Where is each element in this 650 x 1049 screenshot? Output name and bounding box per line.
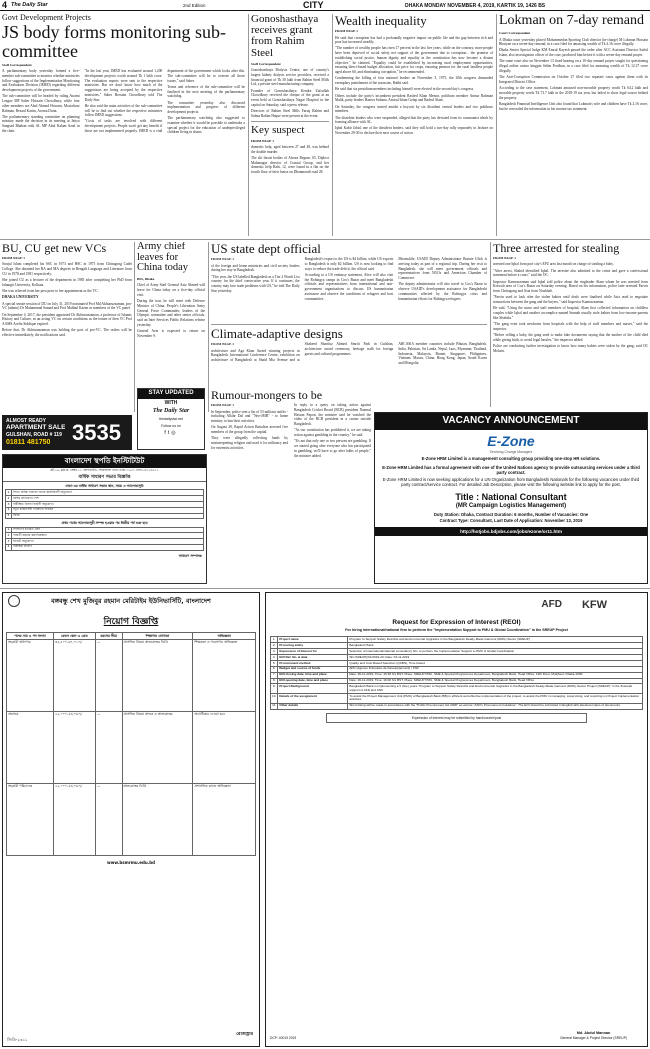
agenda-item: নিরীক্ষক নিয়োগ	[12, 544, 204, 550]
paragraph: The same court also on November 13 fixed hearing on a 10-day remand prayer sought for questioning illegal online casino kingpin Selim Prodhan, in a case filed for amassing wealth of Tk 12.27 crore illegally.	[499, 59, 648, 73]
table-cell-age: —	[95, 639, 122, 711]
maritime-university-ad	[2, 592, 260, 1047]
paragraph: The dissident leaders who were suspended, alleged that the party has deviated from its communist ideals by forming alliance with AL.	[335, 115, 493, 125]
paragraph: The parliamentary standing committee on planning ministry made the decision in its meeting at Jatiya Sangsad Bhaban with AL MP Abul Kalam Azad in the chair.	[2, 114, 80, 133]
paragraph: Police are conducting further investigation to know how many babies were stolen by the gang, said OC Mohsin.	[493, 344, 648, 353]
row-divider	[0, 588, 650, 589]
agenda-table	[5, 527, 204, 551]
agenda-number: 1	[6, 490, 12, 496]
agenda-heading: ঢাকা-এর বার্ষিক সাধারণ সভার স্থান, সময় ও আলোচ্যসূচি	[65, 484, 144, 489]
paragraph: "Before selling a baby, the gang used to make fake documents saying that the mother of the child died while giving birth, to avoid legal hassles," the inspector added.	[493, 333, 648, 342]
paragraph: Inspector Kamruzzaman said Iqbal told police about the ringleader Alam whom he was arrested from Kotwali area of Cox's Bazar on Saturday evening. Based on his information, police later arrested Parvin from Chittagong and Asia from Noakhali.	[493, 279, 648, 294]
eoi-ad	[265, 592, 648, 1047]
army-chief-article	[137, 242, 205, 412]
paragraph: Before that, Dr Akhtaruzzaman was holding the post of pro-VC. The orders will be effective immediately, the notifications said.	[2, 328, 132, 338]
climate-article	[211, 327, 487, 387]
byline: Court Correspondent	[499, 31, 531, 36]
table-cell-value: Date: 26-11-2019, Time: 15:30 hrs BST, Place: SREUP PMU, SME & Special Programmes Department, Bangladesh Bank, Head Office, 19th Floor, Motijheel, Dhaka-1000	[348, 672, 643, 678]
column-divider	[208, 242, 209, 412]
paragraph: She was relieved from her post prior to her appointment as the VC.	[2, 289, 99, 294]
paragraph: "As our constitution has prohibited it, we are taking action against gambling in the country," he said.	[294, 428, 371, 438]
column-divider	[134, 242, 135, 412]
ezone-logo-sub: Servicing Change Managers	[489, 450, 533, 454]
university-logo-icon	[8, 595, 20, 607]
date-line: DHAKA MONDAY NOVEMBER 4, 2019, KARTIK 19, 1426 BS	[405, 3, 546, 9]
agenda-number: 2	[6, 533, 12, 539]
table-cell-value: Short listing will be made in accordance with the "Public Procurement Act 2006" as well as "AFD's Procurement Guideline". The EOI should be submitted in English with attested copies of documents.	[348, 703, 643, 709]
column-divider	[496, 14, 497, 236]
ad-url: thedailystar.net	[159, 417, 183, 422]
rumour-article	[211, 389, 371, 521]
ad-line: WITH	[164, 399, 178, 406]
ad-paper: The Daily Star	[152, 407, 190, 414]
agenda-number: 3	[6, 501, 12, 507]
article-body	[211, 403, 371, 518]
table-cell-value: AFD (Agence Française de Développement) / KfW	[348, 666, 643, 672]
row-number: 1.	[271, 637, 278, 643]
table-cell-age: —	[95, 783, 122, 855]
vacancy-title: Title : National Consultant	[455, 491, 567, 502]
eoi-table	[270, 636, 643, 709]
ad-number: 3535	[72, 420, 121, 445]
table-row	[7, 783, 256, 855]
article-body	[251, 68, 329, 118]
table-header-cell: শিক্ষাগত যোগ্যতা	[122, 633, 193, 639]
table-cell-value: Bangladesh Bank is implementing a 5 (five) years "Program to Support Safety Retrofits and Environmental Upgrades in the Bangladesh Ready-Made Garment (RMG) Sector Project (SREUP)" in the financial support of AFD and KfW.	[348, 684, 643, 694]
ad-footer-left: জিডি-২৩১১	[7, 1037, 28, 1042]
article-headline: JS body forms monitoring sub-committee	[2, 22, 227, 61]
paragraph: They were allegedly collecting funds by misinterpreting religion and used it for militancy and for extremist activities.	[211, 436, 288, 450]
article-body	[211, 257, 487, 319]
subheading: DHAKA UNIVERSITY	[2, 295, 39, 300]
table-cell-key: Budget and source of funds	[278, 666, 348, 672]
from-page-label: FROM PAGE 1	[211, 257, 234, 262]
table-cell-exp: প্রশাসনিক কাজে অভিজ্ঞতা	[193, 783, 256, 855]
paragraph: Condemning the killing of four national leaders on November 3, 1975, the 10th congress demanded exemplary punishment of the assassins, Rabbi said.	[335, 76, 493, 86]
agenda-item: সদস্যদের মতামত গ্রহণ	[12, 527, 204, 533]
ezone-logo: E-Zone	[487, 432, 535, 449]
table-cell-key: Procurement method	[278, 660, 348, 666]
paragraph: Chief of Army Staff General Aziz Ahmed will leave for China today on a five-day official visit.	[137, 283, 205, 297]
byline: BSS, Dhaka	[137, 277, 155, 282]
row-number: 2.	[271, 643, 278, 649]
from-page-label: FROM PAGE 1	[2, 256, 25, 261]
table-row	[271, 694, 643, 704]
paragraph: Founder of Gonoshasthaya Kendra Zafrullah Chowdhury received the cheque of the grant at an event held at Gonoshasthaya Nagar Hospital in the capital on Saturday, said a press release.	[251, 88, 329, 107]
table-cell-exp: অগ্রাধিকার দেওয়া হবে	[193, 711, 256, 783]
lokman-article	[499, 14, 648, 236]
paragraph: "After arrest, Shahid identified Iqbal. The arrestee also admitted to the crime and gave a confessional statement before a court," said the OC.	[493, 268, 648, 278]
paragraph: A parliamentary body yesterday formed a five-member sub-committee to monitor whether ministries follow suggestions of the Implementation Monitoring and Evaluation Division (IMED) regarding different development projects of the government.	[2, 69, 80, 93]
article-headline: BU, CU get new VCs	[2, 242, 107, 255]
signature-title: General Manager & Project Director (SREUP)	[560, 1035, 627, 1040]
row-number: 4.	[271, 655, 278, 661]
paragraph: On August 28, Rapid Action Battalion arrested five members of the group from the capital.	[211, 425, 288, 435]
table-cell-value: To assist the Project Management Unit (PMU) of Bangladesh Bank (BB) in efficient and effective implementation of the project, to assist the PMU in managing, supervising, and reporting on Project Implementation activities.	[348, 694, 643, 704]
article-headline: US state dept official	[211, 242, 321, 256]
three-arrested-article	[493, 242, 648, 407]
paragraph: He said that corruption has had a profoundly negative impact on public life and the gap between rich and poor has increased steadily.	[335, 35, 493, 45]
ad-signature: সাধারণ সম্পাদক	[178, 553, 202, 558]
from-page-label: FROM PAGE 1	[251, 138, 274, 143]
row-number: 3.	[271, 649, 278, 655]
facebook-icon[interactable]: f	[164, 430, 168, 436]
paragraph: He said, "Using the nurse and staff members of hospital, Alam first collected information on childless couples while Iqbal and another accomplice named Sunnah usually stole babies from low-income parents like Shahida."	[493, 306, 648, 320]
edition-label: 2nd Edition	[183, 3, 206, 8]
table-cell-key: Expression of Interest for	[278, 649, 348, 655]
row-number: 6.	[271, 666, 278, 672]
agenda-row	[6, 513, 204, 519]
paragraph: The sub-committee will be headed by ruling Awami League MP Saber Hossain Chowdhury, while four other members are Abul Ahmed Hossain, Mostafizur Rahman, Rezaul Karim, Aroma Dutta.	[2, 94, 80, 113]
article-headline: Army chief leaves for China today	[137, 242, 189, 274]
paragraph: The parliamentary watchdog also suggested to examine whether it would be possible to undertake a special project for the education of underprivileged children living in slums.	[167, 116, 245, 135]
article-headline: Rumour-mongers to be	[211, 389, 323, 402]
row-number: 10.	[271, 694, 278, 704]
article-headline: Three arrested for stealing	[493, 242, 620, 255]
agenda-heading: প্রথম পর্বের আলোচ্যসূচী সম্পন্ন হওয়ার পর দ্বিতীয় পর্ব শুরু হবে	[61, 521, 148, 526]
paragraph: He said that six presidium members including himself were elected in the second day's congress.	[335, 87, 475, 92]
table-cell-value: Bangladesh Bank	[348, 643, 643, 649]
table-cell-scale: ২২,০০০-৫৩,০৬০/-	[53, 783, 95, 855]
paragraph: Sirajul Islam completed his SSC in 1973 and HSC in 1975 from Chittagong Cadet College. She obtained her BA and MA degrees in Bengali Language and Literature from CU in 1978 and 1981 respectively.	[2, 262, 132, 276]
table-row	[271, 703, 643, 709]
table-row	[7, 639, 256, 711]
section-label: Govt Development Projects	[2, 14, 91, 22]
byline: Staff Correspondent	[251, 61, 281, 66]
agenda-item: নিরীক্ষিত হিসাব বিবরণী অনুমোদন	[12, 501, 204, 507]
article-headline: Gonoshasthaya receives grant from Rahim Steel	[251, 14, 319, 59]
paragraph: Meanwhile, USAID Deputy Administrator Bonnie Glick is arriving today as part of a regional trip. During her visit to Bangladesh, she will meet government officials and representatives from NGOs and American Chamber of Commerce.	[398, 257, 487, 281]
paragraph: "The number of wealthy people has risen 17 percent in the last five years, while on the contrary, more people have been deprived of social safety net support of the government due to corruption... the promise of establishing social justice, human dignity and equality in the constitution has now become a distant objective," he claimed. "Equality could be established by increasing rural employment opportunities, ensuring direct-based budget allocation, fair price for crops, ensuring pension for the rural landless people aged above 60, and eliminating corruption," he recommended.	[335, 46, 493, 75]
paragraph: She joined CU as a lecturer of the department in 1985 after completing her PhD from Jahangir University, Kolkata.	[2, 278, 132, 287]
table-cell-key: EOI closing date, time and place	[278, 672, 348, 678]
from-page-label: FROM PAGE 1	[211, 342, 234, 347]
paragraph: architecture and Aga Khan Award winning projects in Bangladesh. International Conference Centre, exhibition on architecture of Bangladesh at Shaid Mia Avenue and at Shaheed Sharifuz Ahmed Smriti Park in Gulshan, architecture award ceremony, heritage walk for foreign guests and cultural programmes.	[211, 342, 394, 363]
column-divider	[248, 14, 249, 236]
ad-footer-right: রেজিস্ট্রার	[236, 1032, 253, 1038]
agenda-item: বিবিধ	[12, 513, 204, 519]
agenda-number: 3	[6, 539, 12, 545]
section-divider	[211, 324, 487, 325]
vacancy-para: E-Zone HRM Limited is now seeking applications for a UN Organization from Bangladeshi Nationals for the following vacancies under third party contract/service contract. For detailed Job Description, please visit the following website link to apply for the post.	[382, 477, 640, 488]
table-row	[271, 684, 643, 694]
paragraph: Others include the party's incumbent president Rashed Khan Menon, politburo member Anisur Rahman Malik, party leaders Hazera Sultana, Amirul Islam Golap and Badrul Alam.	[335, 93, 493, 103]
paragraph: The slit throat bodies of Afroza Begum, 65, Diplovi Mahanagar director of Coastal Group, and her domestic help Rahi, 12, were found in a flat on the fourth floor of their house on Dhanmondi road 28.	[251, 155, 329, 175]
table-cell-key: Details of the assignment	[278, 694, 348, 704]
from-page-label: FROM PAGE 1	[493, 256, 516, 261]
paragraph: "In the last year, IMED has evaluated around 1,200 development projects worth around Tk 1 lakh crore. The evaluation reports were sent to the respective ministries. But we don't know how much of the suggestions are being accepted by the respective ministries," Saber Hossain Chowdhury told The Daily Star.	[84, 69, 163, 102]
paragraph: Iqbal Kabir Jahid, one of the dissident leaders, said they will hold a two-day rally separately in Jashore on November 29-30 to declare their next course of action.	[335, 126, 493, 136]
paper-name: The Daily Star	[11, 2, 48, 8]
wealth-article	[335, 14, 493, 236]
paragraph: General Aziz is expected to return on November 9.	[137, 328, 205, 338]
table-cell-scale: ৩৫,৫০০-৬৭,০১০/-	[53, 639, 95, 711]
paragraph: He also said the main activities of the sub-committee will be to find out whether the respective ministries follow IMED suggestions.	[84, 103, 163, 118]
paragraph: "It's not that only one or two persons are gambling. If we started going after everyone who has participated in gambling, we'll have to go after lakhs of people," the minister added.	[294, 439, 371, 458]
paragraph: Terms and reference of the sub-committee will be finalised in the next meeting of the parliamentary watchdog.	[167, 84, 245, 99]
agenda-number: 4	[6, 507, 12, 513]
table-cell-key: Project Background	[278, 684, 348, 694]
eoi-note: Expression of interest may be submitted by hand/courier/post	[326, 713, 587, 723]
section-divider	[251, 121, 329, 122]
table-cell-value: Quality and Cost Based Selection (QCBS), Time based	[348, 660, 643, 666]
afd-logo: AFD	[541, 599, 562, 610]
table-cell-value: Program to Support Safety Retrofits and Environmental Upgrades in the Bangladesh Ready-Made Garment (RMG) Sector (SREUP)	[348, 637, 643, 643]
twitter-icon[interactable]: t	[167, 430, 172, 436]
ad-line: APARTMENT SALE	[6, 424, 66, 431]
paragraph: "The gang even took newborns from hospitals with the help of staff members and nurses," said the inspector.	[493, 322, 648, 331]
table-cell-key: EOI opening date, time and place	[278, 678, 348, 684]
paragraph: The deputy administrator will also travel to Cox's Bazar to observe USAID's development assistance for Bangladeshi communities affected by the Rohingya crisis and humanitarian efforts for Rohingya refugees.	[398, 282, 487, 301]
paragraph: In September, police sent a list of 53 militant outfits - including Allahr Dal and "Neo-JMB" - to home ministry to ban their activities.	[211, 409, 288, 424]
eoi-title: Request for Expression of Interest (REOI)	[392, 618, 521, 626]
ad-line: STAY UPDATED	[138, 389, 204, 399]
table-cell-post: সহকারী অধ্যাপক	[7, 639, 54, 711]
table-cell-edu: প্রাসঙ্গিক বিষয়ে স্নাতক ও স্নাতকোত্তর	[122, 711, 193, 783]
row-number: 5.	[271, 660, 278, 666]
article-headline: Climate-adaptive designs	[211, 327, 343, 341]
row-number: 7.	[271, 672, 278, 678]
paragraph: Bangladesh's export to the US is $4 billion, while US exports to Bangladesh is only $2 billion. US is now looking to find ways to reduce the trade deficit, the official said.	[304, 257, 394, 271]
recruitment-table	[6, 632, 256, 855]
paragraph: The committee yesterday also discussed implementation and progress of different development projects.	[167, 100, 245, 114]
row-number: 9.	[271, 684, 278, 694]
vacancy-para: E-Zone HRM Limited has a formal agreement with one of the United Nations agency to provide outsourcing services under a third party contract.	[382, 464, 640, 475]
section-title: CITY	[303, 0, 324, 10]
ad-website[interactable]: www.bsmrmu.edu.bd	[107, 859, 155, 865]
agenda-item: বিগত বার্ষিক সাধারণ সভার কার্যবিবরণী অনুমোদন	[12, 490, 204, 496]
article-headline: Wealth inequality	[335, 14, 427, 28]
article-body	[493, 262, 648, 353]
paragraph: "This year, the US labelled Bangladesh as a Tier 2 Watch List country for the third consecutive year. If it continues, the country may face trade problems with US," he told The Daily Star yesterday.	[211, 274, 300, 293]
article-body	[251, 145, 329, 175]
paragraph: A Dhaka court yesterday placed Mohammedan Sporting Club director (in-charge) M Lokman Hossain Bhuiyan on a seven-day remand, in a case filed for amassing wealth of Tk 4.16 crore illegally.	[499, 37, 648, 47]
agenda-item: নতুন কার্যনির্বাহী পরিষদের নির্বাচন	[12, 507, 204, 513]
table-cell-edu: স্নাতকোত্তর ডিগ্রি	[122, 783, 193, 855]
apartment-sale-ad[interactable]	[2, 415, 132, 450]
agenda-item: পরবর্তী বছরের কর্মপরিকল্পনা	[12, 533, 204, 539]
paragraph: Bangladesh Financial Intelligence Unit also found that Lokman's wife and children have Tk 2.16 crore, but he concealed the information in his income tax statement.	[499, 101, 648, 111]
eoi-footer-left: DCP: 40019 2019	[270, 1035, 297, 1040]
table-cell-key: Project name	[278, 637, 348, 643]
ad-title: বাংলাদেশ স্থপতি ইনস্টিটিউট	[3, 455, 206, 468]
ad-heading: নিয়োগ বিজ্ঞপ্তি	[103, 617, 159, 628]
vacancy-type: Contract Type: Consultant, Last Date of Application: November 13, 2019	[439, 517, 583, 523]
bu-cu-article	[2, 242, 132, 412]
agenda-item: বাজেট অনুমোদন	[12, 539, 204, 545]
paragraph: "Parvin used to look after the stolen babies until deals were finalised while Asia used to negotiate transactions between the gang and the buyers," said Inspector Kamruzzaman.	[493, 295, 648, 305]
row-number: 11.	[272, 703, 277, 708]
table-cell-key: EOI Ref. No. & date	[278, 655, 348, 661]
eoi-signature	[560, 1031, 627, 1040]
table-header-cell: পদের নাম ও পদ সংখ্যা	[7, 633, 54, 639]
architects-institute-ad	[2, 454, 207, 584]
vacancy-subtitle: (MR Campaign Logistics Management)	[455, 502, 567, 509]
paragraph: The Anti-Corruption Commission on October 27 filed two separate cases against them with its Integrated District Office.	[499, 75, 648, 84]
table-header-cell: বেতন স্কেল ও গ্রেড	[53, 633, 95, 639]
paragraph: domestic help, aged between 27 and 28, was behind the double murder.	[251, 144, 329, 154]
column-divider	[490, 242, 491, 407]
table-cell-exp: শিক্ষকতা ও গবেষণায় অভিজ্ঞতা	[193, 639, 256, 711]
signature-name: Md. Abdul Mannan	[576, 1031, 611, 1036]
table-cell-post: প্রভাষক	[7, 711, 54, 783]
article-headline: Key suspect	[251, 124, 305, 137]
table-cell-value: SD (SREUP)/01/2019-20; Date: 03-11-2019	[348, 655, 643, 661]
table-cell-post: সহকারী পরিচালক	[7, 783, 54, 855]
gonoshasthaya-article	[251, 14, 329, 236]
article-headline: Lokman on 7-day remand	[499, 14, 645, 28]
paragraph: Dhaka Senior Special Judge KM Emrul Kayesh passed the order after ACC Assistant Director Saiful Islam, also investigation officer of the case, produced him before it with a seven-day remand prayer.	[499, 48, 648, 58]
ad-address: প্লট-১৯, ব্লক-ক, সেক্টর-১১, আগারগাঁও, শেরেবাংলা নগর, ঢাকা-১২০৭, ফোন-৫৮১৫৬২১১	[50, 467, 159, 472]
agenda-number: 4	[6, 544, 12, 550]
vacancy-link[interactable]: http://hotjobs.bdjobs.com/jobs/ezone/or11.htm	[375, 527, 647, 537]
ad-title: বঙ্গবন্ধু শেখ মুজিবুর রহমান মেরিটাইম ইউনিভার্সিটি, বাংলাদেশ	[51, 597, 211, 605]
vacancy-duty: Duty Station: Dhaka, Contract Duration: 6 months, Number of Vacancies: One	[433, 512, 589, 518]
article-body	[499, 38, 648, 112]
table-cell-age: —	[95, 711, 122, 783]
paragraph: According to the case statement, Lokman amassed non-movable property worth Tk 64.2 lakh and movable property worth Tk 73.7 lakh in the 2018-19 tax year, but failed to show legal source behind the property.	[499, 86, 648, 100]
agenda-number: 1	[6, 527, 12, 533]
agenda-number: 5	[6, 513, 12, 519]
column-divider	[332, 14, 333, 236]
agenda-number: 2	[6, 496, 12, 502]
table-cell-value: Selection of international/national consultancy firm to perform the Implementation Support to PMU & Global Coordination	[348, 649, 643, 655]
paragraph: On September 4, 2017, the president appointed Dr Akhtaruzzaman, a professor of Islamic History and Culture, as an acting VC on certain conditions as the tenure of then VC Prof AAMS Arefin Siddique expired.	[2, 312, 132, 327]
byline: Staff Correspondent	[2, 62, 32, 67]
eoi-subtitle: For hiring international/national firm to perform the "Implementation Support to PMU & Global Coordination" in the SREUP Project	[345, 627, 568, 632]
paragraph: ARCASIA member countries include Bhutan, Bangladesh, India, Pakistan, Sri Lanka, Nepal, Laos, Myanmar, Thailand, Indonesia, Malaysia, Brunei, Singapore, Philippines, Vietnam, Macau, China, Hong Kong, Japan, South Korea and Mongolia.	[398, 342, 487, 366]
paragraph: arrested one Iqbal from port city's EPZ area last month on charge of stealing a baby.	[493, 262, 614, 267]
article-body	[137, 283, 205, 338]
page-number: 4	[2, 0, 8, 10]
paragraph: On Saturday, the congress started amidst a boycott by six dissident central leaders and two politburo members.	[335, 104, 493, 114]
vacancy-ad	[374, 412, 648, 584]
paragraph: In reply to a query on taking action against Bangladesh Cricket Board (BCB) president Nazmul Hassan Papon, the minister said he watched the video of the BCB president in a casino outside Bangladesh.	[294, 403, 371, 427]
agenda-table	[5, 489, 204, 519]
paragraph: According to a US embassy statement, Alice will also visit the Rohingya camps in Cox's Bazar and meet Bangladeshi officials and representatives from international and non-government organisations to discuss US humanitarian assistance and observe the conditions of refugees and host communities.	[304, 272, 394, 301]
table-row	[7, 711, 256, 783]
row-number: 8.	[271, 678, 278, 684]
paragraph: During the tour, he will meet with Defence Minister of China, People's Liberation Army General Force Commander, leaders of the Olympic committee and other senior officials, said an Inter Services Public Relations release yesterday.	[137, 299, 205, 327]
masthead	[0, 0, 650, 11]
table-header-cell: বয়সের সীমা	[95, 633, 122, 639]
ad-subtitle: বার্ষিক সাধারণ সভার বিজ্ঞপ্তি	[3, 474, 206, 483]
table-cell-scale: ২২,০০০-৫৩,০৬০/-	[53, 711, 95, 783]
agenda-item: বার্ষিক প্রতিবেদন পেশ	[12, 496, 204, 502]
table-cell-key: Other details	[278, 703, 348, 709]
table-cell-edu: প্রাসঙ্গিক বিষয়ে স্নাতকোত্তর ডিগ্রি	[122, 639, 193, 711]
article-body	[2, 262, 132, 337]
from-page-label: FROM PAGE 1	[211, 403, 234, 408]
us-state-article	[211, 242, 487, 322]
stay-updated-ad[interactable]	[137, 388, 205, 450]
vacancy-tagline: E-Zone HRM Limited is a management consulting group providing one-stop HR solutions.	[421, 456, 601, 462]
agenda-row	[6, 544, 204, 550]
ad-line: ALMOST READY	[6, 418, 46, 424]
instagram-icon[interactable]: ◎	[171, 430, 178, 436]
ad-line: GULSHAN, ROAD # 119	[6, 432, 62, 438]
paragraph: Gonoshasthaya Dialysis Centre, one of country's largest kidney dialysis service providers, received a financial grant of Tk 50 lakh from Rahim Steel Mills Ltd, a private steel manufacturing company.	[251, 68, 329, 87]
kfw-logo: KFW	[581, 599, 607, 611]
article-body	[211, 342, 487, 384]
article-body	[2, 69, 245, 236]
paragraph: A special senate session of DU on July 31, 2019 nominated Prof Md Akhtaruzzaman, pro-VC (admin) Dr Muhammad Samad and Prof Mahbul Karim as members of the VC panel.	[2, 301, 132, 311]
social-icons	[138, 430, 204, 436]
row-divider	[0, 239, 650, 240]
table-cell-key: Procuring entity	[278, 643, 348, 649]
ad-follow: Follow us on	[161, 423, 181, 428]
from-page-label: FROM PAGE 1	[335, 29, 358, 34]
paragraph: of the foreign and home ministries and civil society leaders during her stay in Bangladesh.	[211, 263, 300, 273]
paragraph: "Costs of tasks are involved with different development projects. People won't get any benefit if those are not implemented properly. IMED is a vital department of the government which looks after this. The sub-committee will be to oversee all those issues," said Saber.	[84, 69, 245, 133]
vacancy-header: VACANCY ANNOUNCEMENT	[375, 413, 647, 430]
table-cell-value: Date: 26-11-2019, Time: 16:00 hrs BST, Place: SREUP PMU, SME & Special Programmes Department, Bangladesh Bank, Head Office	[348, 678, 643, 684]
govt-projects-article	[2, 14, 245, 236]
table-header-cell: অভিজ্ঞতা	[193, 633, 256, 639]
ad-phone: 01811 481750	[6, 439, 51, 446]
paragraph: Directors of Rahim Steel Mills Faruq Rahim and Salma Rahim Haque were present at the event.	[251, 109, 329, 118]
article-body	[335, 36, 493, 136]
